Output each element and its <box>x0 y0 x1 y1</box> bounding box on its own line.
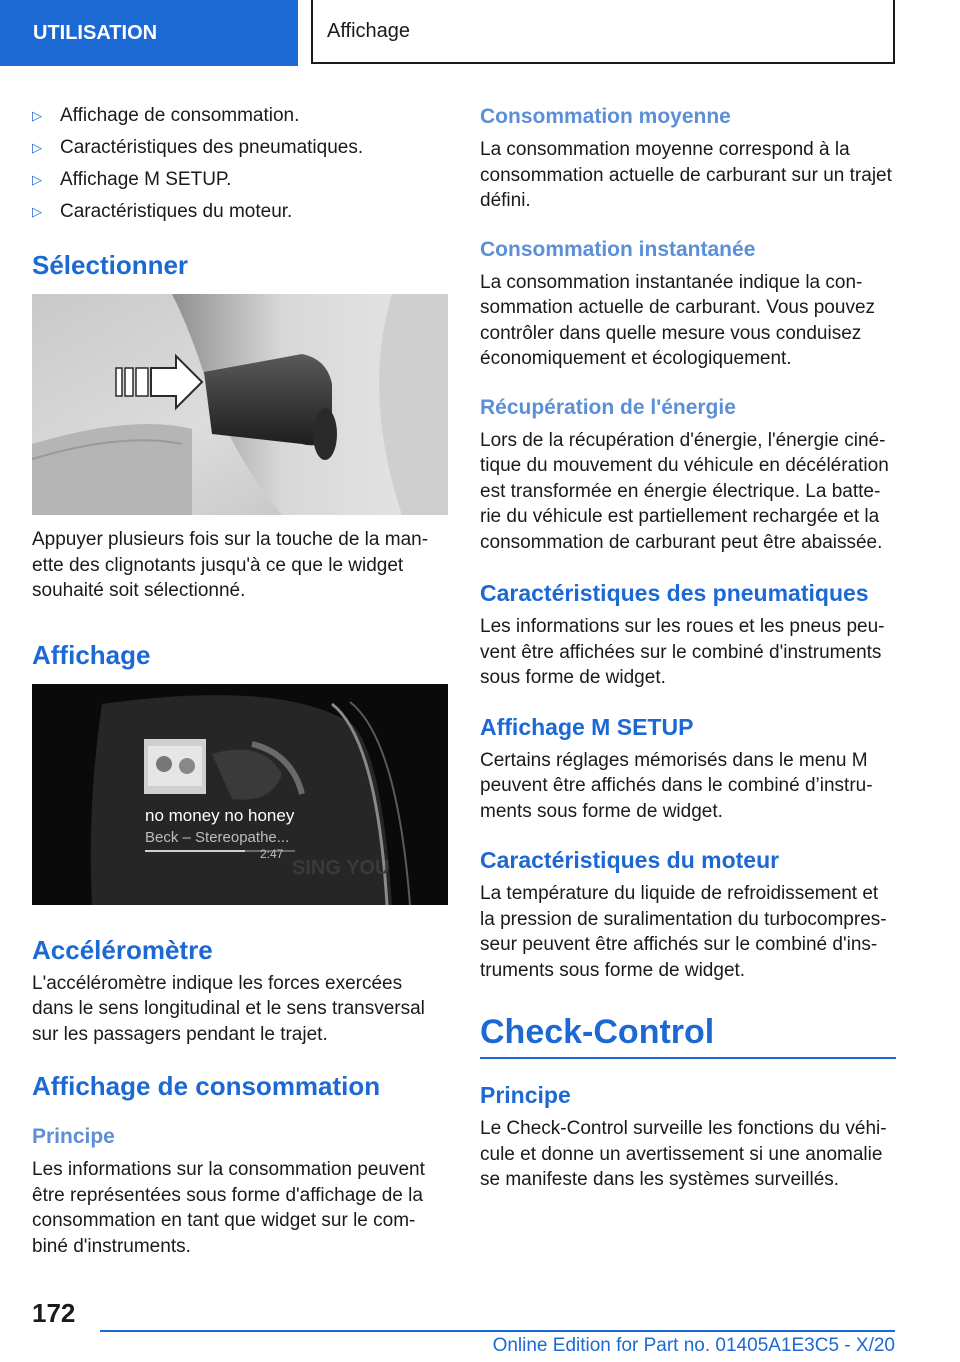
page-number: 172 <box>32 1298 76 1328</box>
principle-paragraph: Les informations sur la consommation peuvent être représentées sous forme d'affichage de la consommation en tant que widget sur le com-biné d'instruments. <box>32 1159 425 1257</box>
subsection-title-principle: Principe <box>32 1125 115 1148</box>
recuperation-paragraph: Lors de la récupération d'énergie, l'énergie ciné-tique du mouvement du véhicule en décélération est transformée en énergie électrique. La batte-rie du véhicule est partiellement rechargée et la consommation de carburant peut être abaissée. <box>480 429 889 553</box>
list-item: ▷ Caractéristiques des pneumatiques. <box>32 137 364 158</box>
list-item: ▷ Affichage de consommation. <box>32 105 300 126</box>
section-title-msetup: Affichage M SETUP <box>480 713 694 740</box>
list-item: ▷ Caractéristiques du moteur. <box>32 201 293 222</box>
triangle-bullet-icon: ▷ <box>32 108 42 123</box>
section-title-tyres: Caractéristiques des pneumatiques <box>480 580 869 606</box>
left-column <box>32 100 448 1259</box>
select-paragraph: Appuyer plusieurs fois sur la touche de la man-ette des clignotants jusqu'à ce que le widget souhaité soit sélectionné. <box>32 529 429 601</box>
instrument-cluster-illustration <box>32 684 448 905</box>
engine-paragraph: La température du liquide de refroidissement et la pression de suralimentation du turbocompres-seur peuvent être affichés sur le combiné d'ins-truments sous forme de widget. <box>480 883 887 981</box>
msetup-paragraph: Certains réglages mémorisés dans le menu M peuvent être affichés dans le combiné d’instru-ments sous forme de widget. <box>480 749 873 822</box>
triangle-bullet-icon: ▷ <box>32 204 42 219</box>
accelerometer-paragraph: L'accéléromètre indique les forces exercées dans le sens longitudinal et le sens transversal sur les passagers pendant le trajet. <box>32 972 425 1045</box>
subsection-title-recuperation: Récupération de l'énergie <box>480 395 736 419</box>
track-title-text: no money no honey <box>145 805 295 825</box>
section-title-select: Sélectionner <box>32 250 189 280</box>
section-title-display: Affichage <box>32 639 151 670</box>
list-item: ▷ Affichage M SETUP. <box>32 169 232 190</box>
track-artist-text: Beck – Stereopathe... <box>145 828 290 846</box>
subsection-title-average: Consommation moyenne <box>480 105 731 128</box>
edition-note: Online Edition for Part no. 01405A1E3C5 - X/20 <box>492 1335 895 1356</box>
section-tab: UTILISATION <box>0 0 298 66</box>
track-time-text: 2:47 <box>260 846 284 861</box>
chapter-title-check-control: Check-Control <box>480 1013 715 1051</box>
subsection-title-instant: Consommation instantanée <box>480 237 756 261</box>
tyres-paragraph: Les informations sur les roues et les pneus peu-vent être affichées sur le combiné d'instruments sous forme de widget. <box>480 616 885 688</box>
triangle-bullet-icon: ▷ <box>32 172 42 187</box>
cc-principle-paragraph: Le Check-Control surveille les fonctions du véhi-cule et donne un avertissement si une anomalie se manifeste dans les systèmes surveillés. <box>480 1118 887 1190</box>
chapter-divider <box>480 1057 896 1059</box>
instant-paragraph: La consommation instantanée indique la con-sommation actuelle de carburant. Vous pouvez contrôler dans quelle mesure vous conduisez économiquement et écologiquement. <box>480 271 876 369</box>
section-title-engine: Caractéristiques du moteur <box>480 847 780 873</box>
right-column <box>480 103 896 1193</box>
average-paragraph: La consommation moyenne correspond à la consommation actuelle de carburant sur un trajet défini. <box>480 139 892 211</box>
section-title-accelerometer: Accéléromètre <box>32 934 213 965</box>
instrument-cluster-image <box>32 684 448 905</box>
chapter-tab: Affichage <box>311 0 895 64</box>
cover-art-text: SING YOU <box>292 856 390 879</box>
bullet-list <box>32 100 448 228</box>
section-title-consumption: Affichage de consommation <box>32 1071 381 1101</box>
turn-signal-stalk-illustration <box>32 294 448 515</box>
page-header <box>0 0 960 68</box>
triangle-bullet-icon: ▷ <box>32 140 42 155</box>
turn-signal-stalk-image <box>32 294 448 515</box>
subsection-title-cc-principle: Principe <box>480 1082 571 1108</box>
